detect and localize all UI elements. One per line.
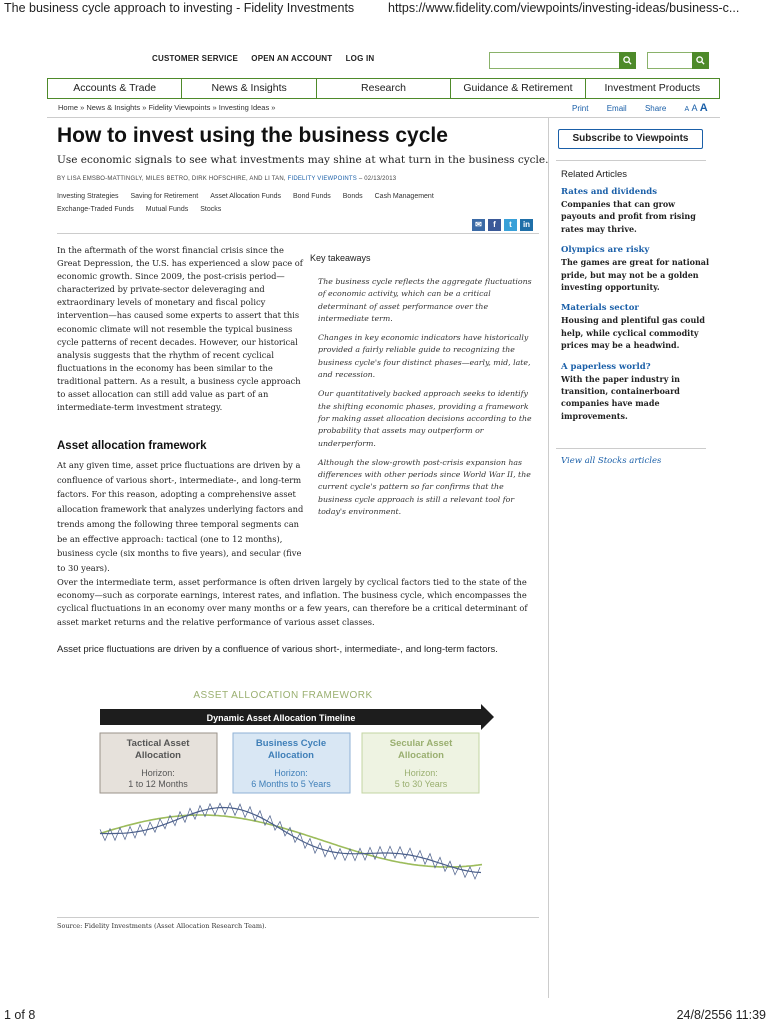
related-item-link[interactable]: A paperless world?: [561, 361, 651, 372]
article-title: How to invest using the business cycle: [57, 124, 448, 147]
linkedin-icon[interactable]: in: [520, 219, 533, 231]
figure-source: Source: Fidelity Investments (Asset Allocation Research Team).: [57, 922, 267, 930]
sidebar-bottom-divider: [556, 448, 706, 449]
search-button[interactable]: [619, 52, 636, 69]
nav-guidance-retirement[interactable]: Guidance & Retirement: [451, 79, 585, 98]
related-item-desc: Housing and plentiful gas could help, while cyclical commodity prices may be a headwind.: [561, 315, 705, 351]
byline-authors: BY LISA EMSBO-MATTINGLY, MILES BETRO, DIRK HOFSCHIRE, AND LI TAN,: [57, 176, 286, 182]
article-tag[interactable]: Exchange-Traded Funds: [57, 206, 134, 213]
subscribe-button[interactable]: Subscribe to Viewpoints: [558, 129, 703, 149]
related-item: [561, 186, 711, 235]
takeaway-item: Our quantitatively backed approach seeks to identify the shifting economic phases, providing a framework for making asset allocation decisions according to the probability that assets may outperform or underperform.: [318, 389, 532, 448]
article-tags: [57, 190, 477, 216]
asset-allocation-figure: [57, 683, 541, 895]
customer-service-link[interactable]: CUSTOMER SERVICE: [152, 54, 239, 63]
box-business-cycle-title: Business Cycle Allocation: [255, 738, 327, 761]
view-all-stocks-link[interactable]: View all Stocks articles: [561, 456, 662, 466]
business-cycle-line: [100, 808, 481, 873]
related-articles: [561, 186, 711, 431]
byline-source[interactable]: FIDELITY VIEWPOINTS: [287, 176, 357, 182]
open-account-link[interactable]: OPEN AN ACCOUNT: [251, 54, 333, 63]
related-item-desc: The games are great for national pride, but may not be a golden investing opportunity.: [561, 257, 709, 293]
box-tactical-horizon: 1 to 12 Months: [128, 779, 188, 789]
breadcrumb[interactable]: Home » News & Insights » Fidelity Viewpoints » Investing Ideas »: [58, 103, 276, 112]
related-item: [561, 244, 711, 293]
print-link[interactable]: Print: [572, 104, 589, 113]
search-icon: [696, 56, 705, 65]
figure-title: ASSET ALLOCATION FRAMEWORK: [193, 690, 373, 701]
article-tag[interactable]: Cash Management: [374, 193, 434, 200]
article-tag[interactable]: Saving for Retirement: [130, 193, 199, 200]
box-business-cycle-horizon: 6 Months to 5 Years: [251, 779, 331, 789]
article-tag[interactable]: Investing Strategies: [57, 193, 119, 200]
related-item-link[interactable]: Rates and dividends: [561, 187, 658, 197]
byline: [57, 176, 396, 182]
email-icon[interactable]: ✉: [472, 219, 485, 231]
timeline-arrow-label: Dynamic Asset Allocation Timeline: [206, 713, 356, 723]
byline-date: – 02/13/2013: [358, 176, 397, 182]
byline-divider: [57, 233, 539, 234]
box-secular: [362, 733, 479, 793]
print-page-url: https://www.fidelity.com/viewpoints/investing-ideas/business-c...: [388, 1, 740, 15]
quote-input[interactable]: [647, 52, 694, 69]
box-tactical-title: Tactical Asset Allocation: [126, 738, 190, 761]
sidebar-divider: [548, 118, 549, 998]
section-paragraph: At any given time, asset price fluctuations are driven by a confluence of various short-, intermediate-, and long-term factors. For this reason, adopting a comprehensive asset allocation framework that analyzes underlying factors and trends among the following three temporal segments can be an effective approach: tactical (one to 12 months), business cycle (six months to five years), and secular (five to 30 years).: [57, 460, 304, 573]
search-icon: [623, 56, 632, 65]
related-item-desc: Companies that can grow payouts and profit from rising rates may thrive.: [561, 199, 696, 234]
quote-search-button[interactable]: [692, 52, 709, 69]
share-icons: [472, 219, 533, 231]
utility-nav: [152, 54, 385, 63]
intro-paragraph: In the aftermath of the worst financial crisis since the Great Depression, the U.S. has experienced a slow pace of economic growth. Since 2009, the post-crisis period—characterized by private-sector deleveraging and extraordinary levels of monetary and fiscal policy intervention—has caused some experts to assert that this economic climate will not resemble the typical business cycle patterns of recent decades. However, our historical analysis suggests that the rhythm of recent cyclical fluctuations in the economy has been similar to the traditional pattern. As a result, a business cycle approach to asset allocation can still add value as part of an intermediate-term investment strategy.: [57, 245, 303, 413]
nav-research[interactable]: Research: [317, 79, 451, 98]
email-link[interactable]: Email: [606, 104, 627, 113]
print-footer: [0, 1008, 768, 1024]
print-date: 24/8/2556 11:39: [676, 1008, 766, 1022]
print-page-title: The business cycle approach to investing - Fidelity Investments: [4, 1, 355, 15]
font-size-large[interactable]: A: [699, 102, 708, 114]
twitter-icon[interactable]: t: [504, 219, 517, 231]
share-link[interactable]: Share: [644, 104, 667, 113]
article-tag[interactable]: Bonds: [342, 193, 363, 200]
tactical-fluctuation-line: [100, 803, 480, 879]
box-tactical: [100, 733, 217, 793]
related-item-link[interactable]: Materials sector: [561, 303, 639, 314]
key-takeaways: [318, 276, 536, 525]
secular-trend-curve: [100, 815, 482, 867]
font-size-medium[interactable]: A: [691, 103, 698, 113]
related-articles-title: Related Articles: [561, 169, 628, 180]
facebook-icon[interactable]: f: [488, 219, 501, 231]
header-divider: [47, 117, 720, 118]
box-business-cycle-horizon-label: Horizon:: [274, 768, 308, 778]
font-size-small[interactable]: A: [684, 106, 690, 113]
box-secular-horizon: 5 to 30 Years: [394, 779, 448, 789]
box-business-cycle: [233, 733, 350, 793]
pull-quote: Asset price fluctuations are driven by a confluence of various short-, intermediate-, and long-term factors.: [57, 644, 498, 655]
section-heading: Asset allocation framework: [57, 440, 207, 452]
article-tag[interactable]: Bond Funds: [293, 193, 331, 200]
sidebar-top-divider: [556, 160, 706, 161]
log-in-link[interactable]: LOG IN: [345, 54, 375, 63]
main-nav: [47, 78, 720, 99]
takeaway-item: Changes in key economic indicators have historically provided a fairly reliable guide to recognizing the business cycle's four distinct phases—early, mid, late, and recession.: [318, 333, 531, 380]
related-item: [561, 361, 711, 423]
print-page-number: 1 of 8: [4, 1008, 36, 1022]
search-input[interactable]: [489, 52, 621, 69]
article-tag[interactable]: Mutual Funds: [145, 206, 189, 213]
article-tools: [572, 102, 708, 114]
related-item: [561, 302, 711, 351]
article-subtitle: Use economic signals to see what investments may shine at what turn in the business cycle.: [57, 154, 549, 166]
takeaway-item: Although the slow-growth post-crisis expansion has differences with other periods since World War II, the current cycle's pattern so far confirms that the business cycle approach is still a relevant tool for today's environment.: [318, 457, 531, 517]
nav-investment-products[interactable]: Investment Products: [604, 82, 701, 94]
box-secular-horizon-label: Horizon:: [404, 768, 438, 778]
box-secular-title: Secular Asset Allocation: [389, 738, 453, 761]
figure-divider: [57, 917, 539, 918]
nav-news-insights[interactable]: News & Insights: [182, 79, 316, 98]
article-tag[interactable]: Asset Allocation Funds: [210, 193, 282, 200]
related-item-link[interactable]: Olympics are risky: [561, 245, 650, 256]
cycle-paragraph: Over the intermediate term, asset performance is often driven largely by cyclical factors tied to the state of the economy—such as corporate earnings, interest rates, and inflation. The business cycle, which encompasses the cyclical fluctuations in an economy over many months or a few years, can therefore be a critical determinant of asset market returns and the relative performance of various asset classes.: [57, 577, 528, 627]
article-tag[interactable]: Stocks: [200, 206, 222, 213]
nav-accounts-trade[interactable]: Accounts & Trade: [48, 79, 182, 98]
related-item-desc: With the paper industry in transition, containerboard companies have made improvements.: [561, 373, 680, 421]
box-tactical-horizon-label: Horizon:: [141, 768, 175, 778]
takeaway-item: The business cycle reflects the aggregate fluctuations of economic activity, which can be a critical determinant of asset performance over the intermediate term.: [318, 277, 532, 323]
key-takeaways-title: Key takeaways: [310, 253, 371, 263]
print-header: [0, 0, 768, 18]
